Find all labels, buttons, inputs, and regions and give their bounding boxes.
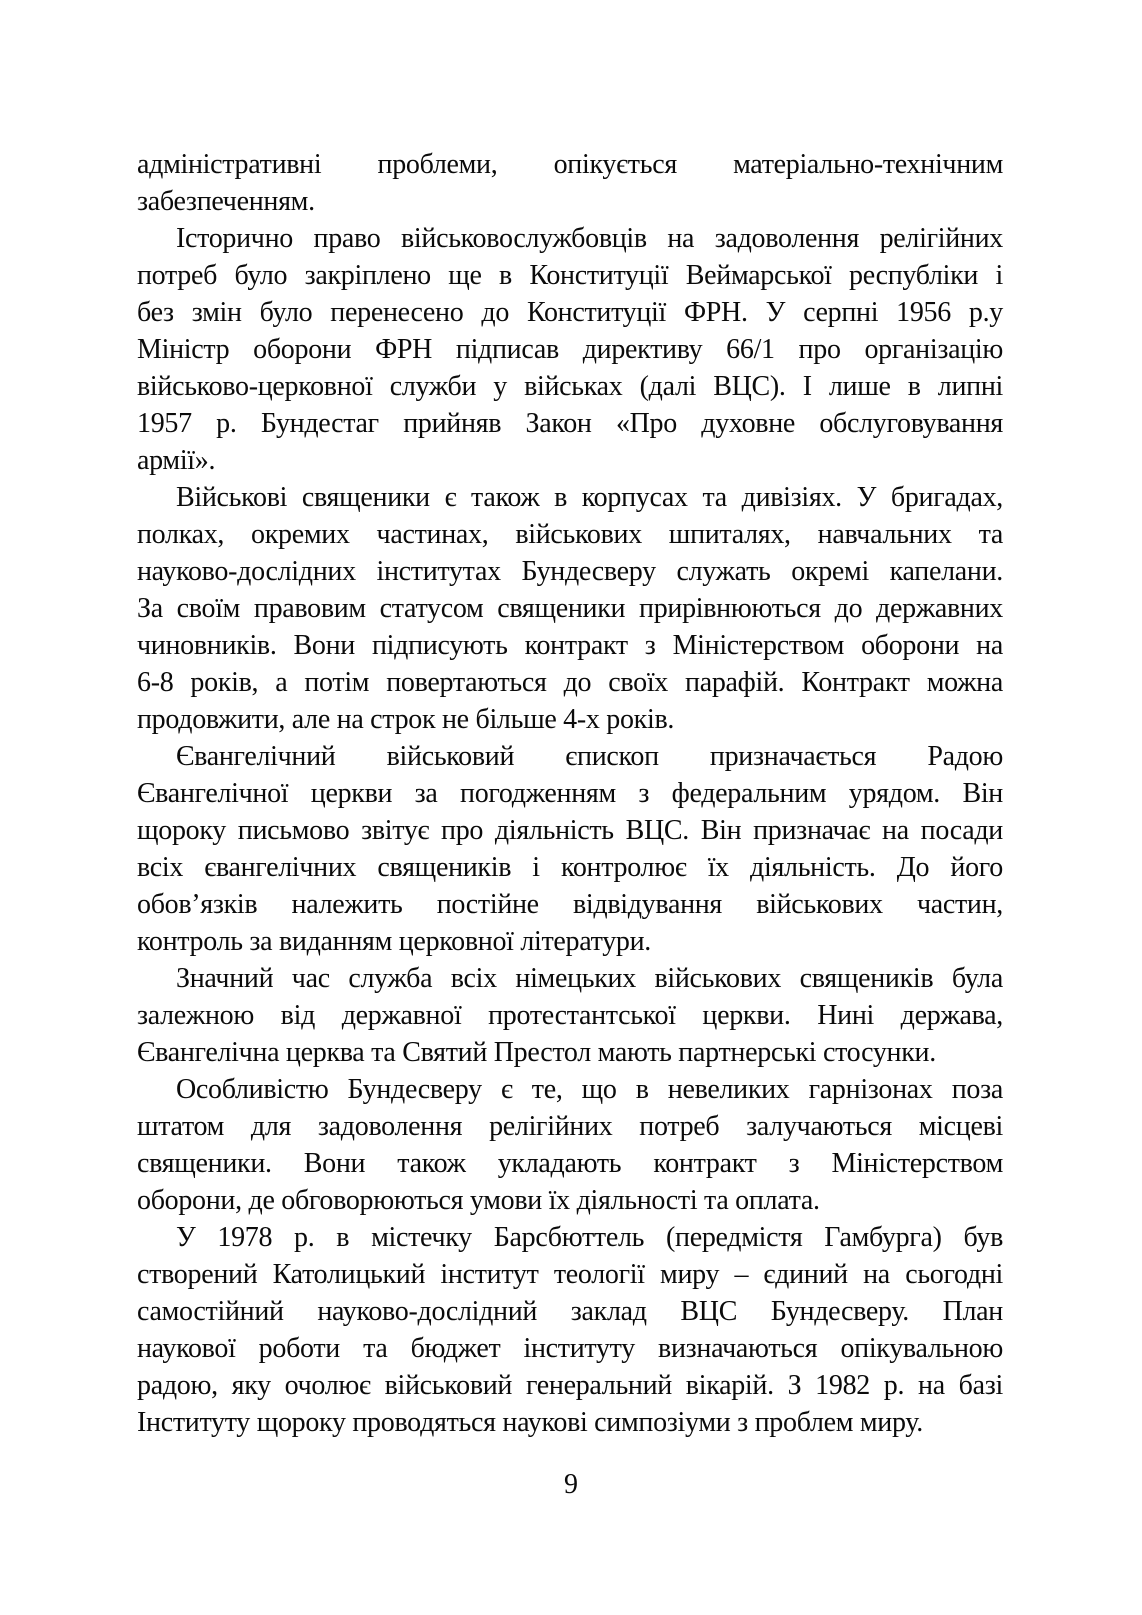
text-line: 6-8 років, а потім повертаються до своїх парафій. Контракт можна	[137, 667, 1003, 698]
text-line: 1957 р. Бундестаг прийняв Закон «Про духовне обслуговування	[137, 408, 1003, 439]
text-line: залежною від державної протестантської церкви. Нині держава,	[137, 1000, 1003, 1031]
text-line: Євангелічний військовий єпископ призначається Радою	[176, 741, 1003, 772]
paragraph	[137, 146, 1003, 220]
text-block	[137, 146, 1003, 1441]
paragraph	[137, 220, 1003, 479]
text-line: забезпеченням.	[137, 186, 315, 217]
text-line: Історично право військовослужбовців на задоволення релігійних	[176, 223, 1003, 254]
text-line: армії».	[137, 445, 216, 476]
text-line: обов’язків належить постійне відвідування військових частин,	[137, 889, 1003, 920]
paragraph	[137, 738, 1003, 960]
text-line: Значний час служба всіх німецьких військових священиків була	[176, 963, 1003, 994]
text-line: священики. Вони також укладають контракт з Міністерством	[137, 1148, 1003, 1179]
text-line: самостійний науково-дослідний заклад ВЦС Бундесверу. План	[137, 1296, 1003, 1327]
text-line: науково-дослідних інститутах Бундесверу служать окремі капелани.	[137, 556, 1003, 587]
text-line: адміністративні проблеми, опікується матеріально-технічним	[137, 149, 1003, 180]
text-line: Особливістю Бундесверу є те, що в невеликих гарнізонах поза	[176, 1074, 1003, 1105]
text-line: військово-церковної служби у військах (далі ВЦС). І лише в липні	[137, 371, 1003, 402]
text-line: Військові священики є також в корпусах та дивізіях. У бригадах,	[176, 482, 1003, 513]
text-line: всіх євангелічних священиків і контролює їх діяльність. До його	[137, 852, 1003, 883]
text-line: щороку письмово звітує про діяльність ВЦС. Він призначає на посади	[137, 815, 1003, 846]
text-line: Міністр оборони ФРН підписав директиву 66/1 про організацію	[137, 334, 1003, 365]
paragraph	[137, 1071, 1003, 1219]
text-line: Євангелічна церква та Святий Престол мають партнерські стосунки.	[137, 1037, 936, 1068]
text-line: продовжити, але на строк не більше 4-х років.	[137, 704, 675, 735]
paragraph	[137, 1219, 1003, 1441]
text-line: створений Католицький інститут теології миру – єдиний на сьогодні	[137, 1259, 1003, 1290]
text-line: контроль за виданням церковної літератури.	[137, 926, 652, 957]
paragraph	[137, 960, 1003, 1071]
text-line: радою, яку очолює військовий генеральний вікарій. З 1982 р. на базі	[137, 1370, 1003, 1401]
text-line: У 1978 р. в містечку Барсбюттель (передмістя Гамбурга) був	[176, 1222, 1003, 1253]
text-line: чиновників. Вони підписують контракт з Міністерством оборони на	[137, 630, 1003, 661]
paragraph	[137, 479, 1003, 738]
text-line: Євангелічної церкви за погодженням з федеральним урядом. Він	[137, 778, 1003, 809]
text-line: потреб було закріплено ще в Конституції Веймарської республіки і	[137, 260, 1003, 291]
text-line: Інституту щороку проводяться наукові симпозіуми з проблем миру.	[137, 1407, 923, 1438]
text-line: штатом для задоволення релігійних потреб залучаються місцеві	[137, 1111, 1003, 1142]
text-line: наукової роботи та бюджет інституту визначаються опікувальною	[137, 1333, 1003, 1364]
page-number: 9	[564, 1469, 578, 1500]
text-line: полках, окремих частинах, військових шпиталях, навчальних та	[137, 519, 1003, 550]
text-line: без змін було перенесено до Конституції ФРН. У серпні 1956 р.у	[137, 297, 1003, 328]
text-line: За своїм правовим статусом священики прирівнюються до державних	[137, 593, 1003, 624]
text-line: оборони, де обговорюються умови їх діяльності та оплата.	[137, 1185, 820, 1216]
